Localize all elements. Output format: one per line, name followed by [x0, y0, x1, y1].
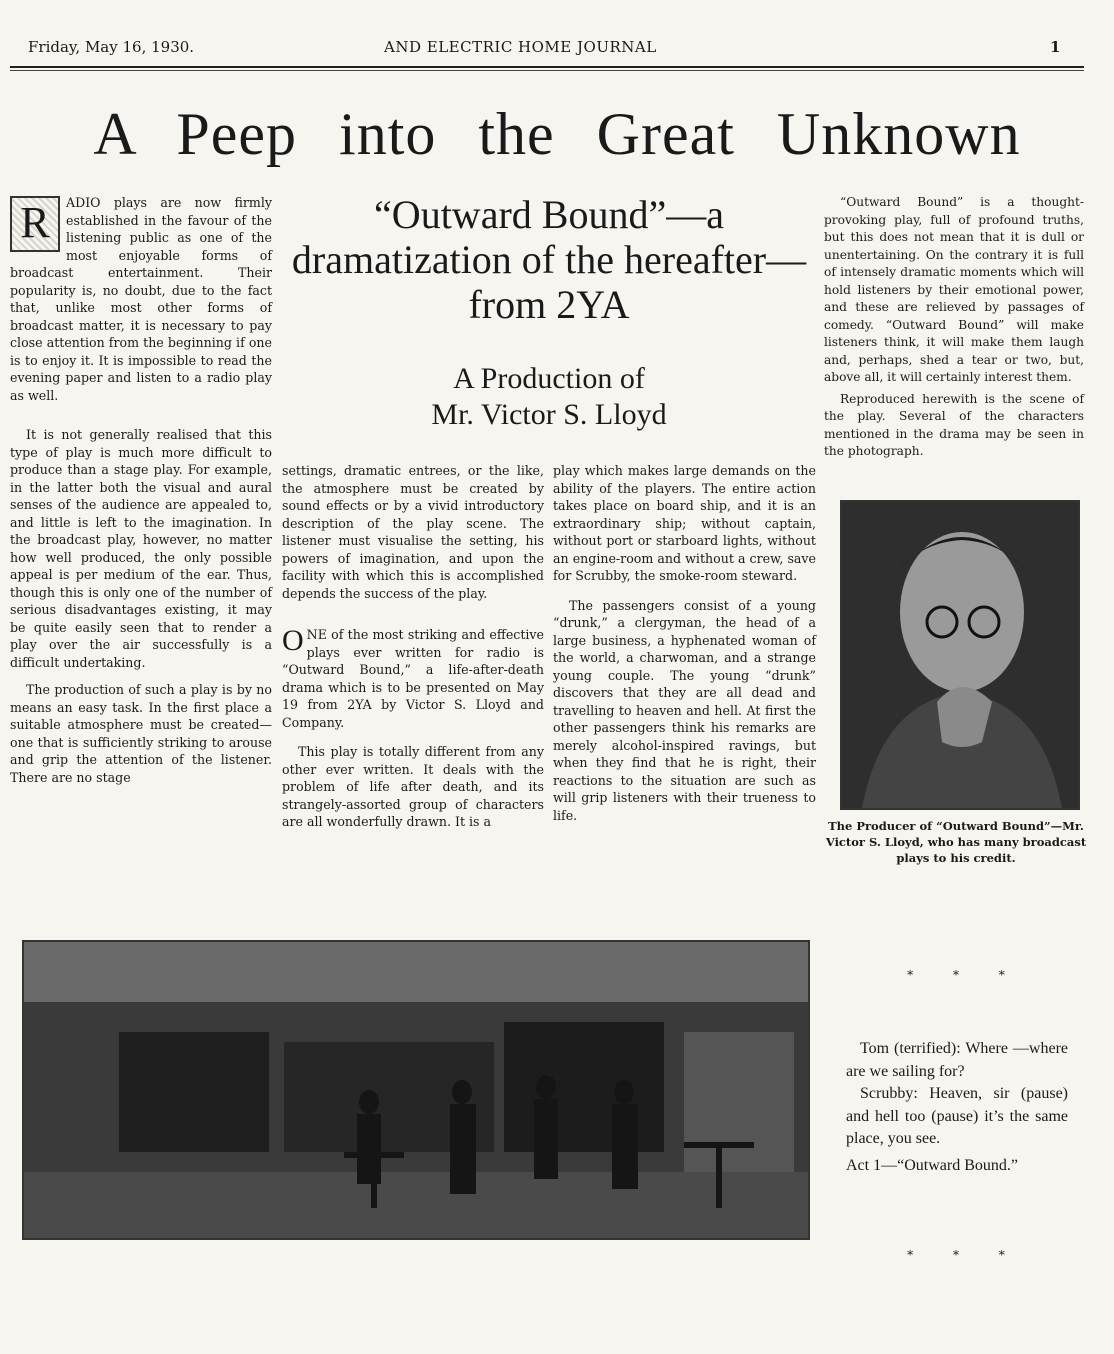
ship-smoke-room-scene-icon	[24, 942, 808, 1238]
column1-paragraph-1: ADIO plays are now firmly established in the favour of the listening public as one of the most enjoyable forms of broadcast entertainment. Their popularity is, no doubt, due to the fact that, unlike most other forms of broadcast matter, it is necessary to pay close attention from the beginning if one is to enjoy it. It is impossible to read the evening paper and listen to a radio play as well.	[10, 195, 272, 403]
quote-attribution: Act 1—“Outward Bound.”	[846, 1156, 1018, 1174]
page-number: 1	[1050, 38, 1061, 56]
column1-paragraph-3: The production of such a play is by no means an easy task. In the first place a suitable atmosphere must be created—one that is sufficiently striking to arouse and grip the attention of the listener. There are no stage	[10, 682, 272, 785]
portrait-caption: The Producer of “Outward Bound”—Mr. Victor S. Lloyd, who has many broadcast plays to his credit.	[825, 819, 1087, 865]
column2-paragraph-3: This play is totally different from any other ever written. It deals with the problem of life after death, and its strangely-assorted group of characters are all wonderfully drawn. It is a	[282, 744, 544, 829]
issue-date: Friday, May 16, 1930.	[28, 38, 195, 56]
column4-paragraph-2: Reproduced herewith is the scene of the play. Several of the characters mentioned in the drama may be seen in the photograph.	[824, 391, 1084, 458]
article-column-1	[10, 194, 272, 786]
column1-paragraph-2: It is not generally realised that this type of play is much more difficult to produce than a stage play. For example, in the latter both the visual and aural senses of the audience are appealed to, and little is left to the imagination. In the broadcast play, however, no matter how well produced, the only possible appeal is per medium of the ear. Thus, though this is only one of the number of serious disadvantages existing, it may be quite easily seen that to render a play over the air successfully is a difficult undertaking.	[10, 427, 272, 670]
stars-bottom: * * *	[907, 1248, 1023, 1262]
quote-line-scrubby: Scrubby: Heaven, sir (pause) and hell too (pause) it’s the same place, you see.	[846, 1085, 1068, 1147]
portrait-silhouette-icon	[842, 502, 1078, 808]
column2-initial-cap: O	[282, 624, 304, 657]
production-line-1: A Production of	[453, 362, 645, 395]
column4-paragraph-1: “Outward Bound” is a thought-provoking play, full of profound truths, but this does not mean that it is dull or unentertaining. On the contrary it is full of intensely dramatic moments which will hold listeners by their emotional power, and these are relieved by passages of comedy. “Outward Bound” will make listeners think, it will make them laugh and, perhaps, shed a tear or two, but, above all, it will certainly interest them.	[824, 195, 1084, 384]
column2-paragraph-2: NE of the most striking and effective plays ever written for radio is “Outward Bound,” a life-after-death drama which is to be presented on May 19 from 2YA by Victor S. Lloyd and Company.	[282, 627, 544, 730]
article-column-3	[553, 462, 816, 824]
portrait-photo	[840, 500, 1080, 810]
journal-name: AND ELECTRIC HOME JOURNAL	[384, 38, 657, 56]
headline: A Peep into the Great Unknown	[93, 101, 1021, 167]
subheadline: “Outward Bound”—a dramatization of the hereafter—from 2YA	[291, 192, 807, 327]
article-column-4	[824, 194, 1084, 461]
article-column-2	[282, 462, 544, 831]
quote-line-tom: Tom (terrified): Where —where are we sailing for?	[846, 1040, 1068, 1080]
header-rule	[10, 66, 1084, 71]
stars-top: * * *	[907, 968, 1023, 982]
drop-cap: R	[10, 196, 60, 252]
column3-paragraph-1: play which makes large demands on the ability of the players. The entire action takes place on board ship, and it is an extraordinary ship; without captain, without port or starboard lights, without an engine-room and without a crew, save for Scrubby, the smoke-room steward.	[553, 463, 816, 583]
production-line-2: Mr. Victor S. Lloyd	[431, 398, 667, 431]
column2-paragraph-1: settings, dramatic entrees, or the like, the atmosphere must be created by sound effects or by a vivid introductory description of the play scene. The listener must visualise the setting, his powers of imagination, and upon the facility with which this is accomplished depends the success of the play.	[282, 463, 544, 601]
quote-block	[846, 1038, 1068, 1177]
column3-paragraph-2: The passengers consist of a young “drunk,” a clergyman, the head of a large business, a hyphenated woman of the world, a charwoman, and a strange young couple. The young “drunk” discovers that they are all dead and travelling to heaven and hell. At first the other passengers think his remarks are merely alcohol-inspired ravings, but when they find that he is right, their reactions to the situation are such as will grip listeners with their trueness to life.	[553, 597, 816, 823]
scene-photo	[22, 940, 810, 1240]
